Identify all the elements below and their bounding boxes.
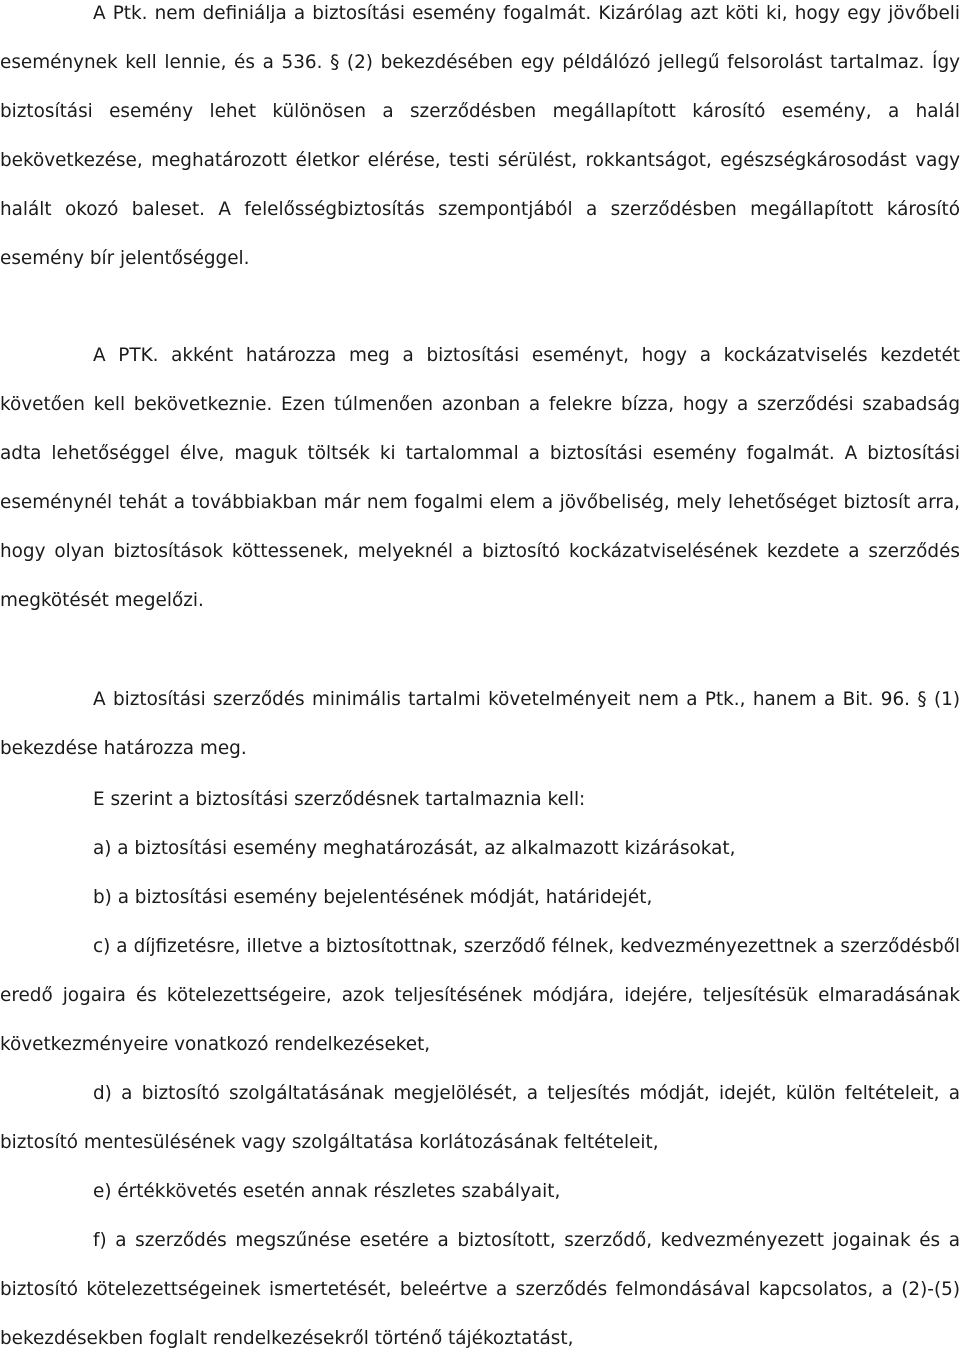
list-item-a: a) a biztosítási esemény meghatározását, az alkalmazott kizárásokat, xyxy=(93,838,736,859)
paragraph-minimalis-tartalom: A biztosítási szerződés minimális tartalmi követelményeit nem a Ptk., hanem a Bit. 96. § (1) bekezdése határozza meg. xyxy=(0,689,960,759)
list-item-e: e) értékkövetés esetén annak részletes szabályait, xyxy=(93,1181,561,1202)
list-item-d: d) a biztosító szolgáltatásának megjelölését, a teljesítés módját, idejét, külön feltételeit, a biztosító mentesülésének vagy szolgáltatása korlátozásának feltételeit, xyxy=(0,1083,960,1153)
paragraph-ptk-kockazatviseles: A PTK. akként határozza meg a biztosítási eseményt, hogy a kockázatviselés kezdetét követően kell bekövetkeznie. Ezen túlmenően azonban a felekre bízza, hogy a szerződési szabadság adta lehetőséggel élve, maguk töltsék ki tartalommal a biztosítási esemény fogalmát. A biztosítási eseménynél tehát a továbbiakban már nem fogalmi elem a jövőbeliség, mely lehetőséget biztosít arra, hogy olyan biztosítások köttessenek, melyeknél a biztosító kockázatviselésének kezdete a szerződés megkötését megelőzi. xyxy=(0,345,960,611)
paragraph-list-intro: E szerint a biztosítási szerződésnek tartalmaznia kell: xyxy=(93,789,586,810)
paragraph-biztositasi-esemeny-fogalma: A Ptk. nem definiálja a biztosítási esemény fogalmát. Kizárólag azt köti ki, hogy egy jövőbeli eseménynek kell lennie, és a 536. § (2) bekezdésében egy példálózó jellegű felsorolást tartalmaz. Így biztosítási esemény lehet különösen a szerződésben megállapított károsító esemény, a halál bekövetkezése, meghatározott életkor elérése, testi sérülést, rokkantságot, egészségkárosodást vagy halált okozó baleset. A felelősségbiztosítás szempontjából a szerződésben megállapított károsító esemény bír jelentőséggel. xyxy=(0,3,960,269)
list-item-c: c) a díjfizetésre, illetve a biztosítottnak, szerződő félnek, kedvezményezettnek a szerződésből eredő jogaira és kötelezettségeire, azok teljesítésének módjára, idejére, teljesítésük elmaradásának következményeire vonatkozó rendelkezéseket, xyxy=(0,936,960,1055)
list-item-f: f) a szerződés megszűnése esetére a biztosított, szerződő, kedvezményezett jogainak és a biztosító kötelezettségeinek ismertetését, beleértve a szerződés felmondásával kapcsolatos, a (2)-(5) bekezdésekben foglalt rendelkezésekről történő tájékoztatást, xyxy=(0,1230,960,1349)
list-item-b: b) a biztosítási esemény bejelentésének módját, határidejét, xyxy=(93,887,653,908)
